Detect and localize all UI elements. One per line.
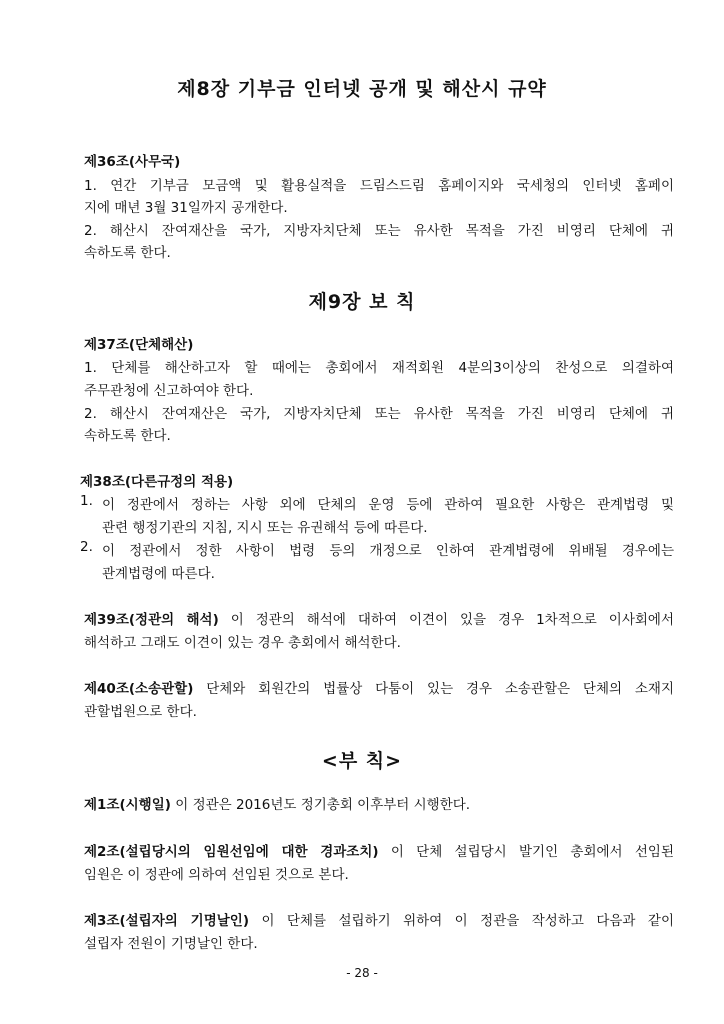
article-37-line-1: 1. 단체를 해산하고자 할 때에는 총회에서 재적회원 4분의3이상의 찬성으로 의결하여 xyxy=(84,360,674,376)
article-36-title: 제36조(사무국) xyxy=(84,154,181,170)
article-36-line-4: 속하도록 한다. xyxy=(84,245,171,261)
article-37-line-3: 2. 해산시 잔여재산은 국가, 지방자치단체 또는 유사한 목적을 가진 비영리 단체에 귀 xyxy=(84,406,674,422)
addenda-article-1-text: 이 정관은 2016년도 정기총회 이후부터 시행한다. xyxy=(170,797,471,813)
chapter-9-title: 제9장 보 칙 xyxy=(308,291,416,313)
article-38-line-1: 이 정관에서 정하는 사항 외에 단체의 운영 등에 관하여 필요한 사항은 관계법령 및 xyxy=(102,497,674,513)
article-38-number-1: 1. xyxy=(80,493,93,509)
article-39-line-1 xyxy=(84,608,674,628)
article-38-line-3: 이 정관에서 정한 사항이 법령 등의 개정으로 인하여 관계법령에 위배될 경우에는 xyxy=(102,543,674,559)
article-39-line-2: 해석하고 그래도 이견이 있는 경우 총회에서 해석한다. xyxy=(84,635,401,651)
article-38-number-2: 2. xyxy=(80,539,93,555)
addenda-article-3-line-1 xyxy=(84,909,674,929)
addenda-article-2-line-1 xyxy=(84,840,674,860)
article-40-text-1: 단체와 회원간의 법률상 다툼이 있는 경우 소송관할은 단체의 소재지 xyxy=(193,681,674,697)
addenda-article-3-title: 제3조(설립자의 기명날인) xyxy=(84,913,249,929)
article-40-line-2: 관할법원으로 한다. xyxy=(84,704,197,720)
article-40-line-1 xyxy=(84,677,674,697)
addenda-article-3-line-2: 설립자 전원이 기명날인 한다. xyxy=(84,936,258,952)
addenda-article-3-text-1: 이 단체를 설립하기 위하여 이 정관을 작성하고 다음과 같이 xyxy=(249,913,674,929)
article-36-line-3: 2. 해산시 잔여재산을 국가, 지방자치단체 또는 유사한 목적을 가진 비영리 단체에 귀 xyxy=(84,223,674,239)
addenda-article-2-title: 제2조(설립당시의 임원선임에 대한 경과조치) xyxy=(84,844,379,860)
addenda-article-2-text-1: 이 단체 설립당시 발기인 총회에서 선임된 xyxy=(378,844,674,860)
addenda-article-2-line-2: 임원은 이 정관에 의하여 선임된 것으로 본다. xyxy=(84,867,349,883)
article-40-title: 제40조(소송관할) xyxy=(84,681,194,697)
article-37-line-4: 속하도록 한다. xyxy=(84,428,171,444)
addenda-article-1-line-1 xyxy=(84,793,674,813)
article-39-title: 제39조(정관의 해석) xyxy=(84,612,219,628)
article-37-title: 제37조(단체해산) xyxy=(84,337,194,353)
page-number: - 28 - xyxy=(346,966,378,980)
chapter-8-title: 제8장 기부금 인터넷 공개 및 해산시 규약 xyxy=(177,78,547,100)
addenda-title: <부 칙> xyxy=(321,750,403,772)
article-36-line-2: 지에 매년 3월 31일까지 공개한다. xyxy=(84,200,288,216)
article-38-line-4: 관계법령에 따른다. xyxy=(102,566,215,582)
article-36-line-1: 1. 연간 기부금 모금액 및 활용실적을 드림스드림 홈페이지와 국세청의 인터넷 홈페이 xyxy=(84,178,674,194)
addenda-article-1-title: 제1조(시행일) xyxy=(84,797,171,813)
article-38-line-2: 관련 행정기관의 지침, 지시 또는 유권해석 등에 따른다. xyxy=(102,520,428,536)
article-38-title: 제38조(다른규정의 적용) xyxy=(80,474,234,490)
article-39-text-1: 이 정관의 해석에 대하여 이견이 있을 경우 1차적으로 이사회에서 xyxy=(218,612,674,628)
article-37-line-2: 주무관청에 신고하여야 한다. xyxy=(84,383,254,399)
